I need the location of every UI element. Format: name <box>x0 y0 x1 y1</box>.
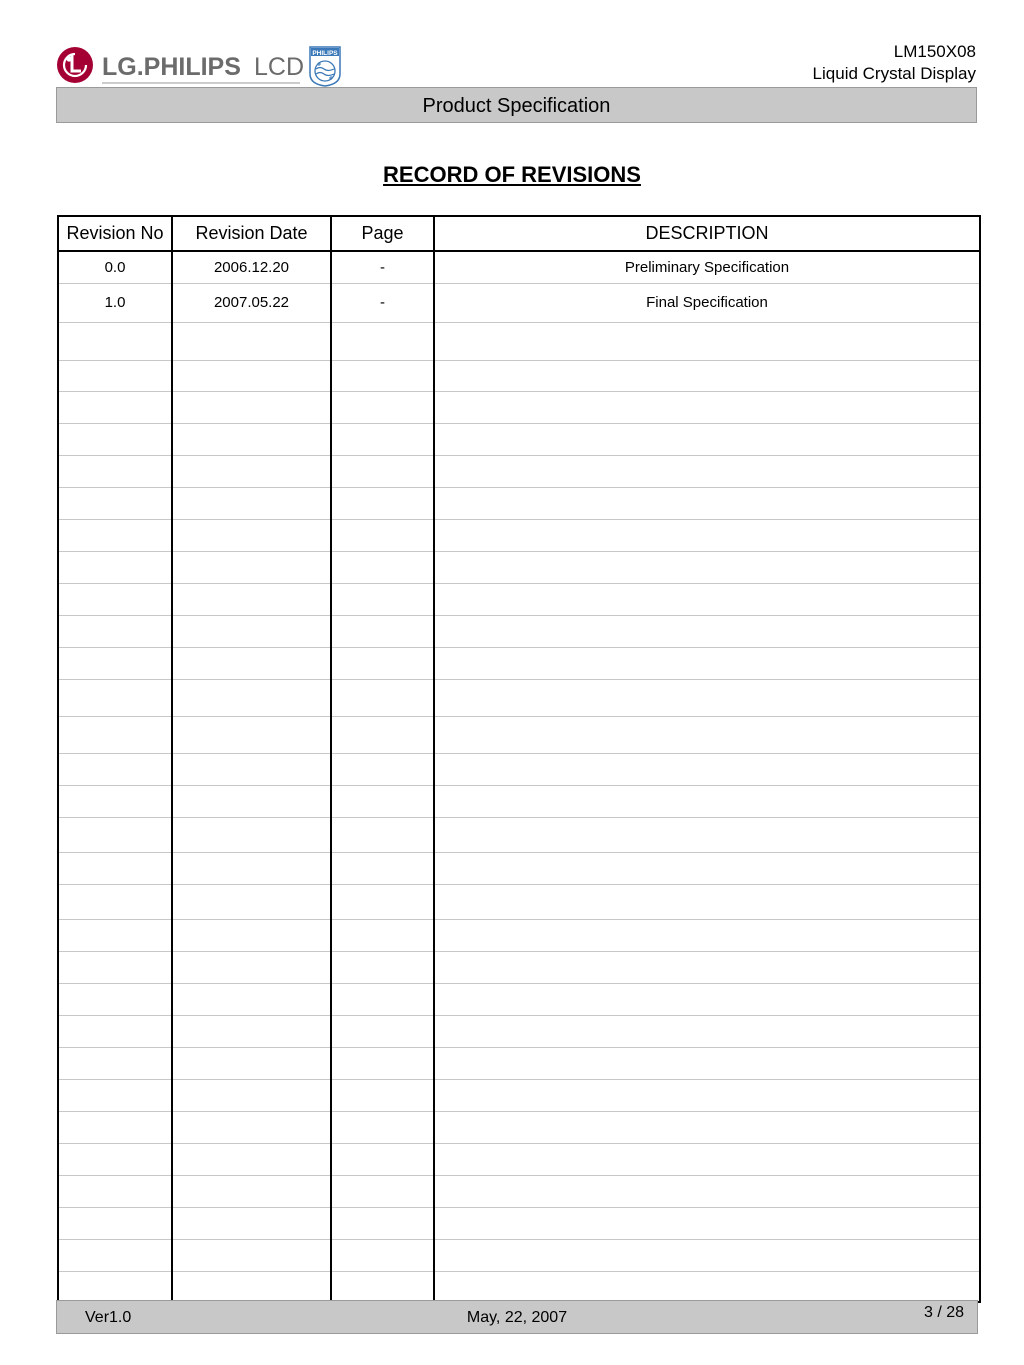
table-row <box>58 647 980 679</box>
cell-page <box>331 1047 434 1079</box>
cell-description <box>434 519 980 551</box>
table-row <box>58 919 980 951</box>
cell-description <box>434 983 980 1015</box>
cell-page <box>331 1271 434 1302</box>
revision-table <box>57 215 981 1303</box>
cell-description <box>434 391 980 423</box>
cell-revision-no <box>58 519 172 551</box>
page-title: RECORD OF REVISIONS <box>383 162 641 187</box>
table-row <box>58 983 980 1015</box>
cell-revision-date <box>172 1143 331 1175</box>
cell-description <box>434 753 980 785</box>
cell-page <box>331 487 434 519</box>
column-header-page: Page <box>331 216 434 251</box>
cell-description <box>434 1079 980 1111</box>
cell-revision-date <box>172 583 331 615</box>
cell-revision-date: 2007.05.22 <box>172 283 331 322</box>
cell-page <box>331 1207 434 1239</box>
cell-revision-date <box>172 1175 331 1207</box>
cell-description <box>434 852 980 884</box>
cell-description <box>434 785 980 817</box>
cell-revision-no <box>58 753 172 785</box>
table-row <box>58 951 980 983</box>
cell-page <box>331 455 434 487</box>
cell-page <box>331 519 434 551</box>
cell-revision-date <box>172 785 331 817</box>
cell-description <box>434 423 980 455</box>
cell-description: Final Specification <box>434 283 980 322</box>
cell-revision-date <box>172 647 331 679</box>
cell-description <box>434 817 980 852</box>
cell-revision-no <box>58 884 172 919</box>
cell-page <box>331 1175 434 1207</box>
cell-revision-date <box>172 391 331 423</box>
cell-revision-no <box>58 1015 172 1047</box>
cell-page <box>331 423 434 455</box>
column-header-revision-date: Revision Date <box>172 216 331 251</box>
table-row <box>58 1143 980 1175</box>
cell-description <box>434 951 980 983</box>
cell-description <box>434 1239 980 1271</box>
cell-page <box>331 391 434 423</box>
cell-revision-no <box>58 1047 172 1079</box>
cell-revision-no <box>58 1271 172 1302</box>
footer-page-number: 3 / 28 <box>923 1304 964 1321</box>
table-row <box>58 583 980 615</box>
cell-revision-no <box>58 679 172 716</box>
table-row <box>58 1047 980 1079</box>
footer-bar <box>56 1300 978 1334</box>
cell-page <box>331 716 434 753</box>
svg-text:LCD: LCD <box>254 53 305 81</box>
cell-page <box>331 679 434 716</box>
cell-revision-no <box>58 391 172 423</box>
cell-page <box>331 852 434 884</box>
cell-page <box>331 884 434 919</box>
table-row <box>58 679 980 716</box>
cell-description <box>434 679 980 716</box>
lg-philips-logo <box>56 46 346 88</box>
cell-description <box>434 360 980 391</box>
revision-table-body <box>58 251 980 1302</box>
cell-revision-no <box>58 1239 172 1271</box>
cell-description: Preliminary Specification <box>434 251 980 283</box>
cell-page <box>331 1111 434 1143</box>
cell-revision-date <box>172 1015 331 1047</box>
column-header-description: DESCRIPTION <box>434 216 980 251</box>
cell-revision-date <box>172 1207 331 1239</box>
cell-revision-no: 1.0 <box>58 283 172 322</box>
lg-face-icon <box>57 47 93 83</box>
table-row <box>58 391 980 423</box>
cell-revision-date <box>172 679 331 716</box>
cell-revision-date <box>172 455 331 487</box>
cell-revision-no <box>58 1079 172 1111</box>
cell-page <box>331 1079 434 1111</box>
cell-description <box>434 716 980 753</box>
cell-description <box>434 615 980 647</box>
cell-revision-no <box>58 1143 172 1175</box>
cell-revision-no <box>58 1175 172 1207</box>
table-row <box>58 716 980 753</box>
cell-description <box>434 322 980 360</box>
cell-revision-no <box>58 1111 172 1143</box>
cell-revision-no: 0.0 <box>58 251 172 283</box>
cell-revision-no <box>58 615 172 647</box>
table-row <box>58 785 980 817</box>
cell-revision-date <box>172 615 331 647</box>
cell-description <box>434 919 980 951</box>
cell-page <box>331 583 434 615</box>
spec-title: Product Specification <box>422 95 611 117</box>
cell-revision-no <box>58 551 172 583</box>
table-row <box>58 1079 980 1111</box>
cell-description <box>434 1143 980 1175</box>
cell-description <box>434 647 980 679</box>
cell-revision-no <box>58 919 172 951</box>
column-header-revision-no: Revision No <box>58 216 172 251</box>
table-row <box>58 487 980 519</box>
cell-revision-no <box>58 487 172 519</box>
spec-title-bar <box>56 87 977 123</box>
product-type: Liquid Crystal Display <box>812 64 976 83</box>
footer-date: May, 22, 2007 <box>466 1309 568 1326</box>
cell-description <box>434 551 980 583</box>
cell-revision-date <box>172 983 331 1015</box>
cell-revision-date <box>172 852 331 884</box>
cell-revision-date <box>172 487 331 519</box>
logo-wordmark: LG.PHILIPS <box>102 53 241 81</box>
cell-page <box>331 919 434 951</box>
cell-revision-date <box>172 423 331 455</box>
cell-revision-no <box>58 785 172 817</box>
cell-description <box>434 1111 980 1143</box>
svg-text:PHILIPS: PHILIPS <box>312 50 338 57</box>
philips-shield-icon <box>310 47 340 86</box>
cell-revision-date <box>172 1079 331 1111</box>
cell-revision-no <box>58 983 172 1015</box>
table-row <box>58 884 980 919</box>
cell-revision-date <box>172 951 331 983</box>
table-row <box>58 251 980 283</box>
table-row <box>58 1271 980 1302</box>
cell-page <box>331 360 434 391</box>
cell-page <box>331 951 434 983</box>
cell-description <box>434 1015 980 1047</box>
table-row <box>58 423 980 455</box>
table-row <box>58 1207 980 1239</box>
cell-revision-no <box>58 852 172 884</box>
cell-revision-date <box>172 817 331 852</box>
cell-revision-no <box>58 583 172 615</box>
cell-revision-date <box>172 753 331 785</box>
table-row <box>58 1111 980 1143</box>
cell-revision-date <box>172 519 331 551</box>
cell-revision-no <box>58 716 172 753</box>
cell-description <box>434 1207 980 1239</box>
cell-description <box>434 487 980 519</box>
cell-description <box>434 1047 980 1079</box>
cell-revision-no <box>58 951 172 983</box>
cell-page: - <box>331 283 434 322</box>
cell-revision-no <box>58 1207 172 1239</box>
cell-revision-no <box>58 455 172 487</box>
cell-page <box>331 983 434 1015</box>
cell-revision-date <box>172 919 331 951</box>
cell-page <box>331 647 434 679</box>
cell-revision-date <box>172 1111 331 1143</box>
cell-page <box>331 1015 434 1047</box>
table-row <box>58 322 980 360</box>
table-row <box>58 1015 980 1047</box>
cell-revision-date <box>172 1271 331 1302</box>
cell-revision-no <box>58 360 172 391</box>
cell-page <box>331 1239 434 1271</box>
cell-revision-date <box>172 1239 331 1271</box>
cell-page <box>331 817 434 852</box>
table-row <box>58 283 980 322</box>
cell-page <box>331 322 434 360</box>
cell-description <box>434 884 980 919</box>
cell-page <box>331 785 434 817</box>
table-row <box>58 519 980 551</box>
header-product-info <box>813 41 976 85</box>
cell-page <box>331 1143 434 1175</box>
cell-revision-date <box>172 1047 331 1079</box>
cell-revision-date: 2006.12.20 <box>172 251 331 283</box>
footer-version: Ver1.0 <box>85 1309 132 1326</box>
cell-revision-no <box>58 647 172 679</box>
cell-description <box>434 583 980 615</box>
cell-description <box>434 1271 980 1302</box>
cell-revision-no <box>58 817 172 852</box>
table-row <box>58 852 980 884</box>
table-row <box>58 615 980 647</box>
cell-description <box>434 1175 980 1207</box>
table-row <box>58 817 980 852</box>
model-number: LM150X08 <box>893 42 976 61</box>
cell-page: - <box>331 251 434 283</box>
cell-revision-no <box>58 322 172 360</box>
cell-revision-no <box>58 423 172 455</box>
table-row <box>58 455 980 487</box>
cell-revision-date <box>172 716 331 753</box>
cell-page <box>331 551 434 583</box>
table-header-row <box>58 216 980 251</box>
table-row <box>58 1175 980 1207</box>
cell-page <box>331 753 434 785</box>
cell-revision-date <box>172 360 331 391</box>
table-row <box>58 753 980 785</box>
cell-revision-date <box>172 551 331 583</box>
cell-revision-date <box>172 884 331 919</box>
table-row <box>58 551 980 583</box>
table-row <box>58 1239 980 1271</box>
cell-page <box>331 615 434 647</box>
cell-revision-date <box>172 322 331 360</box>
table-row <box>58 360 980 391</box>
cell-description <box>434 455 980 487</box>
